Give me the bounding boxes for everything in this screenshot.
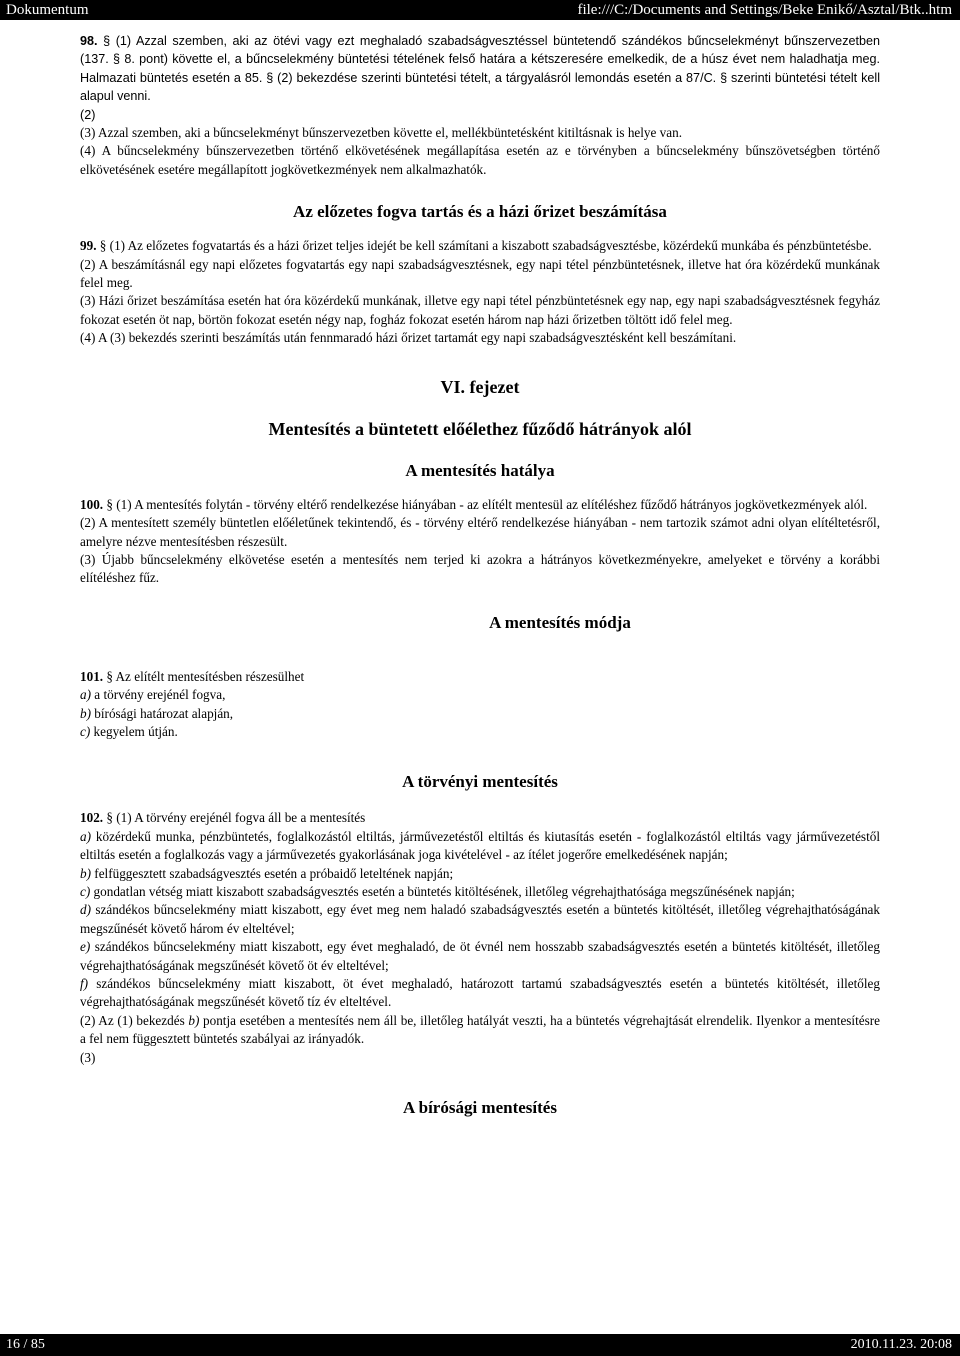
- section-100-para-3: (3) Újabb bűncselekmény elkövetése esetén a mentesítés nem terjed ki azokra a hátrányos következményekre, amelyeket e törvény a korábbi elítéléshez fűz.: [80, 551, 880, 586]
- section-98-para-4: (4) A bűncselekmény bűnszervezetben történő elkövetésének megállapítása esetén az e törvényben a bűncselekmény bűnszövetségben történő elkövetésének esetére megállapított jogkövetkezmények nem alkalmazhatók.: [80, 143, 880, 177]
- section-102-para-3: (3): [80, 1049, 96, 1065]
- section-99-para-4: (4) A (3) bekezdés szerinti beszámítás után fennmaradó házi őrizet tartamát egy napi szabadságvesztésként kell beszámítani.: [80, 330, 737, 346]
- section-99: [80, 237, 880, 347]
- browser-print-header: [0, 0, 960, 20]
- section-99-para-1: 99. § (1) Az előzetes fogvatartás és a házi őrizet teljes idejét be kell számítani a kiszabott szabadságvesztésbe, közérdekű munkába és pénzbüntetésbe.: [80, 238, 872, 254]
- section-101-item-a: a) a törvény erejénél fogva,: [80, 687, 226, 703]
- heading-mentesites: Mentesítés a büntetett előélethez fűződő hátrányok alól: [268, 418, 692, 439]
- section-102-item-d: d) szándékos bűncselekmény miatt kiszabott, egy évet meg nem haladó szabadságvesztés esetén a büntetés kitöltését, illetőleg végrehajthatóságának megszűnését követő három év elteltével;: [80, 902, 880, 936]
- section-100: [80, 496, 880, 588]
- section-99-para-2: (2) A beszámításnál egy napi előzetes fogvatartás egy napi szabadságvesztésnek, egy napi tétel pénzbüntetésnek, illetve hat óra közérdekű munkának felel meg.: [80, 256, 880, 291]
- section-99-number: 99.: [80, 238, 97, 254]
- section-98-number: 98.: [80, 34, 98, 48]
- section-101-item-c: c) kegyelem útján.: [80, 723, 178, 739]
- footer-timestamp: 2010.11.23. 20:08: [850, 1337, 952, 1352]
- section-102: [80, 809, 880, 1067]
- section-101-para-1: 101. § Az elítélt mentesítésben részesülhet: [80, 668, 305, 684]
- section-100-number: 100.: [80, 496, 104, 512]
- heading-torvenyi: A törvényi mentesítés: [402, 772, 558, 792]
- section-100-para-1: 100. § (1) A mentesítés folytán - törvény eltérő rendelkezése hiányában - az elítélt mentesül az elítéléshez fűződő hátrányos jogkövetkezmények alól.: [80, 496, 868, 512]
- section-101-item-b: b) bírósági határozat alapján,: [80, 705, 234, 721]
- heading-hatalya: A mentesítés hatálya: [405, 460, 555, 480]
- document-body: [80, 32, 880, 1119]
- section-101: [80, 668, 880, 742]
- section-102-para-1: 102. § (1) A törvény erejénél fogva áll be a mentesítés: [80, 810, 366, 826]
- section-102-item-a: a) közérdekű munka, pénzbüntetés, foglalkozástól eltiltás, járművezetéstől eltiltás és kiutasítás esetén - foglalkozástól eltiltás vagy járművezetéstől eltiltás esetén a foglalkozás vagy a járművezetés gyakorlásának joga kivételével - az ítélet jogerőre emelkedésének napján;: [80, 828, 880, 863]
- section-102-item-c: c) gondatlan vétség miatt kiszabott szabadságvesztés esetén a büntetés kitöltésének, illetőleg végrehajthatósága megszűnésének napján;: [80, 883, 795, 899]
- section-102-item-f: f) szándékos bűncselekmény miatt kiszabott, öt évet meghaladó, határozott tartamú szabadságvesztés esetén a büntetés kitöltését, illetőleg végrehajthatóságának megszűnését követő tíz év elteltével.: [80, 976, 880, 1010]
- heading-elozetes: Az előzetes fogva tartás és a házi őrizet beszámítása: [293, 202, 667, 222]
- section-98-para-1: 98. § (1) Azzal szemben, aki az ötévi vagy ezt meghaladó szabadságvesztéssel büntetendő szándékos bűncselekményt bűnszervezetben (137. § 8. pont) követte el, a bűncselekmény büntetési tételének felső határa a kétszeresére emelkedik, de a húsz évet nem haladhatja meg. Halmazati büntetés esetén a 85. § (2) bekezdése szerinti büntetési tételt, a tárgyalásról lemondás esetén a 87/C. § szerinti büntetési tételt kell alapul venni.: [80, 34, 881, 104]
- section-99-para-3: (3) Házi őrizet beszámítása esetén hat óra közérdekű munkának, illetve egy napi tétel pénzbüntetésnek egy nap, egy napi szabadságvesztésnek fegyház fokozat esetén öt nap, börtön fokozat esetén négy nap, fogház fokozat esetén három nap házi őrizetben töltött idő felel meg.: [80, 293, 880, 327]
- header-file-path: file:///C:/Documents and Settings/Beke Enikő/Asztal/Btk..htm: [577, 2, 952, 18]
- section-98: [80, 32, 880, 179]
- browser-print-footer: [0, 1334, 960, 1356]
- section-102-item-e: e) szándékos bűncselekmény miatt kiszabott, egy évet meghaladó, de öt évnél nem hosszabb szabadságvesztés esetén a büntetés kitöltését, illetőleg végrehajthatóságának megszűnését követő öt év elteltével;: [80, 939, 880, 973]
- section-100-para-2: (2) A mentesített személy büntetlen előéletűnek tekintendő, és - törvény eltérő rendelkezése hiányában - nem tartozik számot adni olyan elítéltetésről, amelyre nézve mentesítésben részesült.: [80, 515, 880, 549]
- section-98-para-3: (3) Azzal szemben, aki a bűncselekményt bűnszervezetben követte el, mellékbüntetésként kitiltásnak is helye van.: [80, 125, 683, 141]
- heading-modja: A mentesítés módja: [489, 612, 631, 632]
- heading-birosagi: A bírósági mentesítés: [403, 1098, 557, 1118]
- footer-page-number: 16 / 85: [6, 1337, 45, 1352]
- section-102-item-b: b) felfüggesztett szabadságvesztés esetén a próbaidő leteltének napján;: [80, 865, 454, 881]
- chapter-heading: VI. fejezet: [440, 376, 520, 397]
- section-102-number: 102.: [80, 810, 104, 826]
- section-101-number: 101.: [80, 668, 104, 684]
- section-98-para-2: (2): [80, 107, 96, 122]
- section-102-para-2: (2) Az (1) bekezdés b) pontja esetében a mentesítés nem áll be, illetőleg hatályát veszti, ha a büntetés végrehajtását elrendelik. Ilyenkor a mentesítésre a fel nem függesztett büntetés szabályai az irányadók.: [80, 1012, 880, 1047]
- header-doc-title: Dokumentum: [6, 2, 89, 18]
